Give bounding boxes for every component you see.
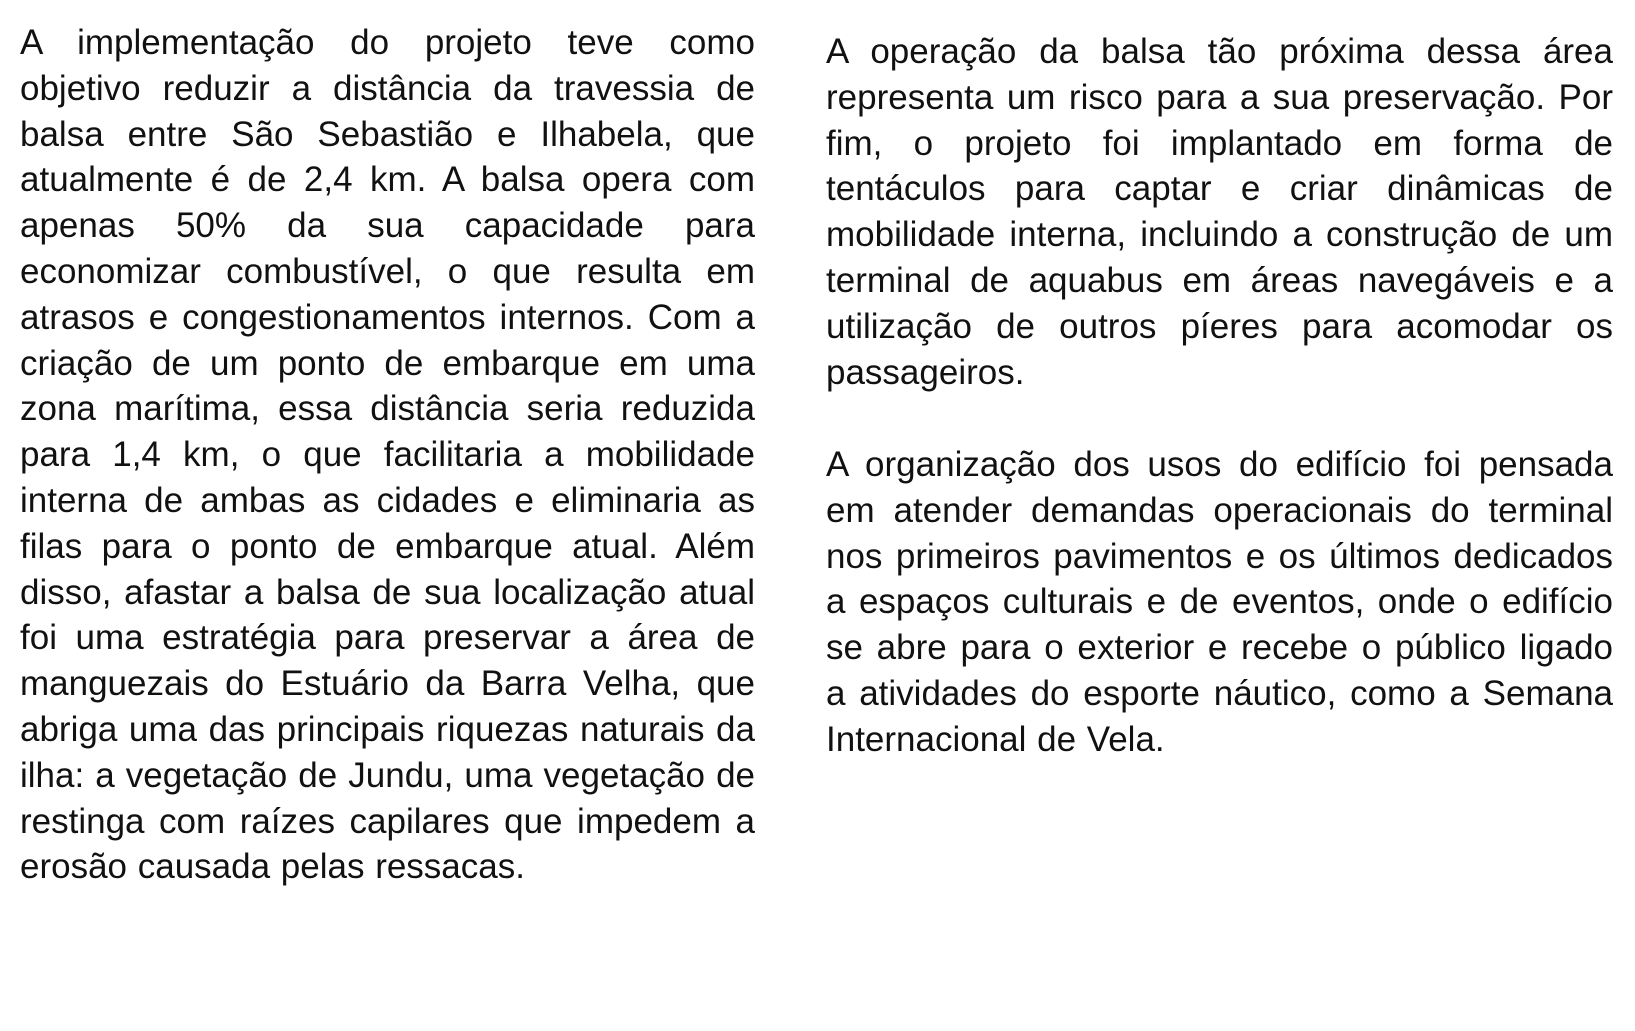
left-column-paragraph: A implementação do projeto teve como objetivo reduzir a distância da travessia de balsa entre São Sebastião e Ilhabela, que atualmente é de 2,4 km. A balsa opera com apenas 50% da sua capacidade para economizar combustível, o que resulta em atrasos e congestionamentos internos. Com a criação de um ponto de embarque em uma zona marítima, essa distância seria reduzida para 1,4 km, o que facilitaria a mobilidade interna de ambas as cidades e eliminaria as filas para o ponto de embarque atual. Além disso, afastar a balsa de sua localização atual foi uma estratégia para preservar a área de manguezais do Estuário da Barra Velha, que abriga uma das principais riquezas naturais da ilha: a vegetação de Jundu, uma vegetação de restinga com raízes capilares que impedem a erosão causada pelas ressacas.	[20, 23, 755, 887]
right-column-paragraph-1: A operação da balsa tão próxima dessa área representa um risco para a sua preservação. Por fim, o projeto foi implantado em forma de tentáculos para captar e criar dinâmicas de mobilidade interna, incluindo a construção de um terminal de aquabus em áreas navegáveis e a utilização de outros píeres para acomodar os passageiros.	[826, 32, 1613, 392]
right-column-paragraph-2: A organização dos usos do edifício foi pensada em atender demandas operacionais do terminal nos primeiros pavimentos e os últimos dedicados a espaços culturais e de eventos, onde o edifício se abre para o exterior e recebe o público ligado a atividades do esporte náutico, como a Semana Internacional de Vela.	[826, 445, 1613, 759]
